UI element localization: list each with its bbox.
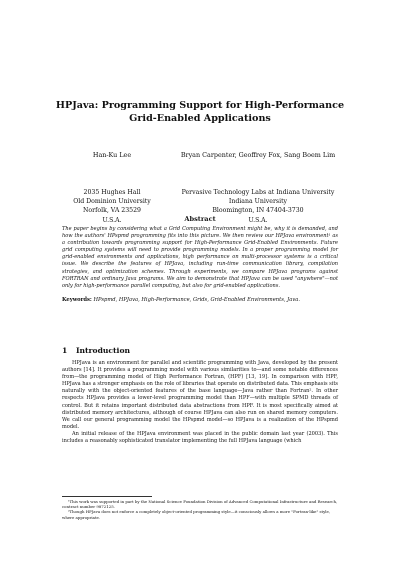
intro-paragraph-1: HPJava is an environment for parallel and scientific programming with Java, developed by the present authors [14]. It provides a programming model with various similarities to—and some notable differences from—the programming model of High Performance Fortran, (HPF) [13, 19]. In comparison with HPF, HPJava has a stronger emphasis on the role of libraries that operate on distributed data. This emphasis sits naturally with the object-oriented features of the base language—Java rather than Fortran². In other respects HPJava provides a lower-level programming model than HPF—with multiple SPMD threads of control. But it retains important distributed data abstractions from HPF. It is most specifically aimed at distributed memory architectures, although of course HPJava can also run on shared memory computers. We call our general programming model the HPspmd model—so HPJava is a realization of the HPspmd model. <box>62 360 338 430</box>
abstract-heading: Abstract <box>184 215 216 223</box>
affiliation-right-line: Indiana University <box>228 198 288 206</box>
title-line-2: Grid-Enabled Applications <box>129 113 271 124</box>
author-left-name: Han-Ku Lee <box>92 151 132 159</box>
author-right-names: Bryan Carpenter, Geoffrey Fox, Sang Boem Lim <box>180 151 336 159</box>
intro-paragraph-2: An initial release of the HPJava environment was placed in the public domain last year (2003). This includes a reasonably sophisticated translator implementing the full HPJava language (which <box>62 430 338 445</box>
affiliation-right-line: Pervasive Technology Labs at Indiana University <box>181 189 335 196</box>
affiliation-left-line: U.S.A. <box>102 216 122 224</box>
footnotes <box>62 496 338 520</box>
affiliation-right-line: Bloomington, IN 47404-3730 <box>212 207 304 215</box>
keywords-text: HPspmd, HPJava, High-Performance, Grids, Grid-Enabled Environments, Java. <box>93 297 300 303</box>
section-title: Introduction <box>75 346 131 355</box>
paper-title <box>40 99 360 125</box>
author-right <box>168 151 348 160</box>
affiliation-left-line: 2035 Hughes Hall <box>83 189 141 196</box>
footnote-1: ¹This work was supported in part by the National Science Foundation Division of Advanced Computational Infrastructure and Research, contract number 9872125. <box>62 499 338 510</box>
footnote-rule <box>62 496 152 497</box>
footnote-2: ²Though HPJava does not enforce a completely object-oriented programming style—it consciously allows a more "Fortran-like" style, where appropriate. <box>62 509 331 520</box>
affiliation-left-line: Old Dominion University <box>73 198 151 206</box>
affiliation-left-line: Norfolk, VA 23529 <box>83 207 141 215</box>
author-left <box>62 151 162 160</box>
affiliation-right-line: U.S.A. <box>248 216 268 224</box>
section-number: 1 <box>62 346 68 355</box>
abstract-text: The paper begins by considering what a Grid Computing Environment might be, why it is demanded, and how the authors' HPspmd programming fits into this picture. We then review our HPJava environment¹ as a contribution towards programming support for High-Performance Grid-Enabled Environments. Future grid computing systems will need to provide programming models. In a proper programming model for grid-enabled environments and applications, high performance on multi-processor systems is a critical issue. We describe the features of HPJava, including run-time communication library, compilation strategies, and optimization schemes. Through experiments, we compare HPJava programs against FORTRAN and ordinary Java programs. We aim to demonstrate that HPJava can be used "anywhere"—not only for high-performance parallel computing, but also for grid-enabled applications. <box>62 226 338 289</box>
title-line-1: HPJava: Programming Support for High-Performance <box>55 100 345 111</box>
section-heading <box>62 346 130 355</box>
introduction-body <box>62 360 338 445</box>
keywords <box>62 297 338 304</box>
keywords-label: Keywords: <box>62 297 92 303</box>
